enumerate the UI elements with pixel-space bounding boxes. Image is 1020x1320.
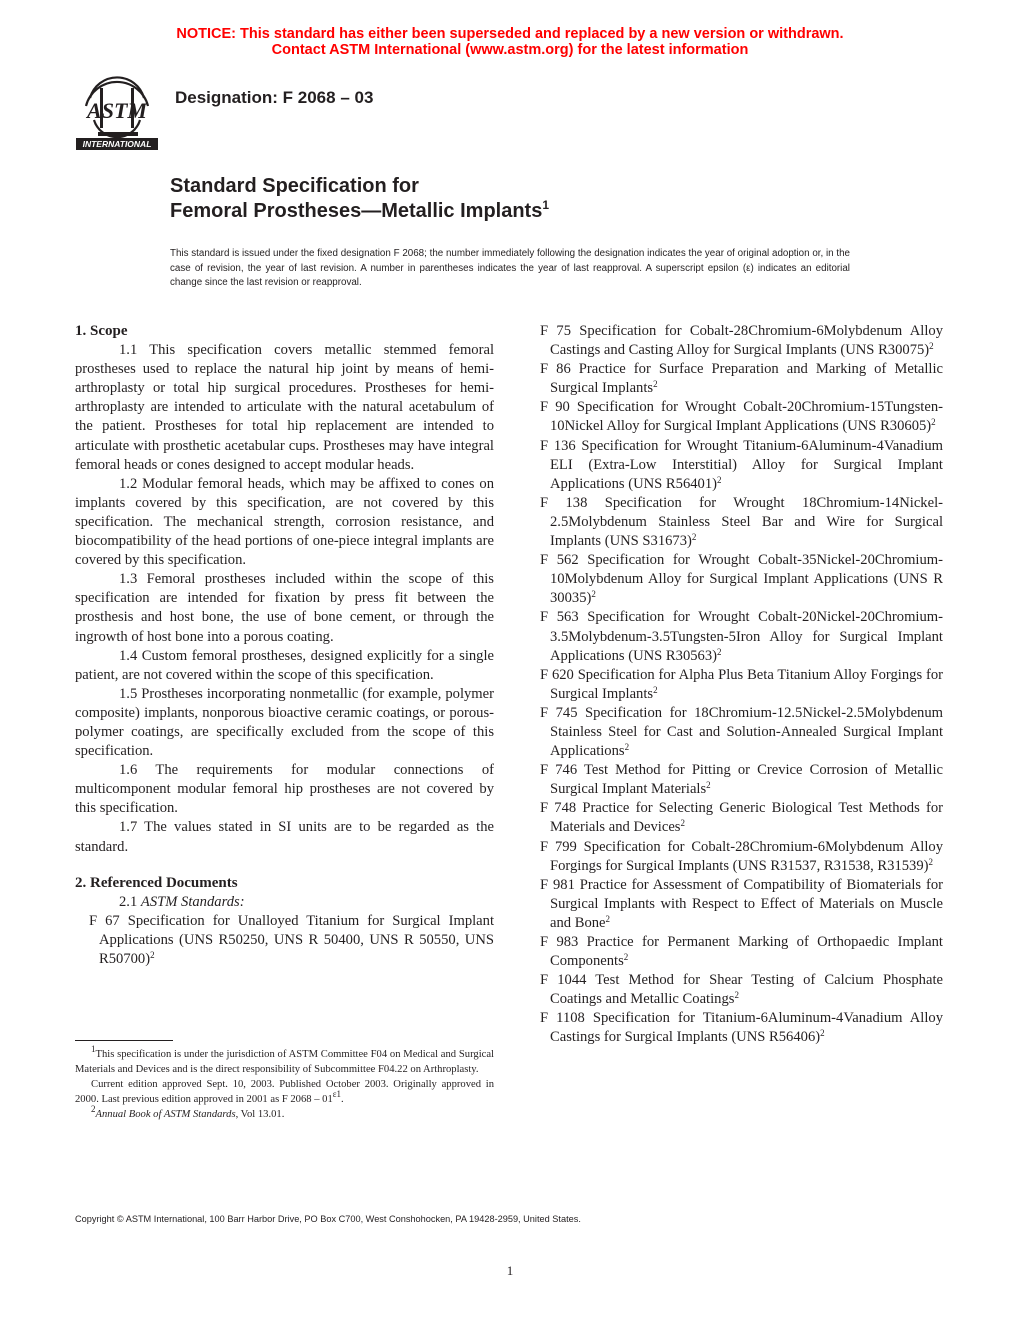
footnote-2-mark: 2	[91, 1104, 96, 1114]
footnote-1-edition	[75, 1077, 494, 1107]
reference-text: F 748 Practice for Selecting Generic Biological Test Methods for Materials and Devices	[540, 800, 943, 836]
reference-text: F 983 Practice for Permanent Marking of Orthopaedic Implant Components	[540, 934, 943, 970]
paragraph-1-1: 1.1 This specification covers metallic stemmed femoral prostheses used to replace the natural hip joint by means of hemi-arthroplasty or total hip surgical procedures. Prostheses for hemi-arthroplasty are intended to articulate with the natural acetabulum of the patient. Prostheses for total hip replacement are intended to articulate with prosthetic acetabular cups. Prostheses may have integral femoral heads or cones designed to accept modular heads.	[75, 342, 494, 473]
reference-text: F 1044 Test Method for Shear Testing of Calcium Phosphate Coatings and Metallic Coatings	[540, 972, 943, 1008]
footnote-divider	[75, 1040, 173, 1041]
reference-footnote-mark[interactable]: 2	[591, 589, 596, 600]
footnote-2	[75, 1104, 494, 1122]
reference-f90	[540, 398, 943, 436]
subsection-2-1-number: 2.1	[119, 893, 138, 910]
reference-text: F 745 Specification for 18Chromium-12.5Nickel-2.5Molybdenum Stainless Steel for Cast and Solution-Annealed Surgical Implant Applications	[540, 704, 943, 760]
reference-footnote-mark[interactable]: 2	[820, 1028, 825, 1039]
footnote-1-edition-end: .	[341, 1094, 344, 1105]
title-line-2	[170, 199, 549, 224]
reference-f620	[540, 666, 943, 704]
reference-footnote-mark[interactable]: 2	[691, 532, 697, 543]
notice-line-2: Contact ASTM International (www.astm.org) for the latest information	[271, 42, 749, 58]
reference-f748	[540, 799, 943, 837]
reference-f746	[540, 761, 943, 799]
reference-text: F 136 Specification for Wrought Titanium-6Aluminum-4Vanadium ELI (Extra-Low Interstitial) Alloy for Surgical Implant Applications (UNS R56401)	[540, 437, 943, 492]
paragraph-1-2: 1.2 Modular femoral heads, which may be affixed to cones on implants covered by this specification, are not covered by this specification. The mechanical strength, corrosion resistance, and biocompatibility of the head portions of one-piece integral implants are covered by this specification.	[75, 475, 494, 569]
paragraph-1-7: 1.7 The values stated in SI units are to be regarded as the standard.	[75, 819, 494, 855]
paragraph-1-6: 1.6 The requirements for modular connections of multicomponent modular femoral hip prostheses are not covered by this specification.	[75, 762, 494, 817]
reference-f75	[540, 322, 943, 360]
footnote-1-edition-text: Current edition approved Sept. 10, 2003. Published October 2003. Originally approved in 2000. Last previous edition approved in 2001 as F 2068 – 01	[75, 1079, 494, 1105]
reference-footnote-mark[interactable]: 2	[605, 913, 611, 924]
reference-f67	[89, 912, 494, 969]
astm-international-logo-icon	[74, 76, 160, 152]
reference-f799	[540, 838, 943, 876]
reference-text: F 1108 Specification for Titanium-6Aluminum-4Vanadium Alloy Castings for Surgical Implants (UNS R56406)	[540, 1010, 943, 1046]
footnote-1-mark: 1	[91, 1044, 96, 1054]
reference-f1044	[540, 971, 943, 1009]
logo-text: ASTM	[87, 98, 147, 123]
reference-footnote-mark[interactable]: 2	[680, 818, 685, 829]
reference-text: F 563 Specification for Wrought Cobalt-20Nickel-20Chromium-3.5Molybdenum-3.5Tungsten-5Iron Alloy for Surgical Implant Applications (UNS R30563)	[540, 609, 943, 664]
reference-f86	[540, 360, 943, 398]
reference-text: F 746 Test Method for Pitting or Crevice Corrosion of Metallic Surgical Implant Materials	[540, 762, 943, 798]
reference-footnote-mark[interactable]: 2	[623, 952, 629, 963]
paragraph-1-5: 1.5 Prostheses incorporating nonmetallic (for example, polymer composite) implants, nonporous bioactive ceramic coatings, or porous-polymer coatings, are specifically excluded from the scope of this specification.	[75, 685, 494, 760]
title-footnote-mark[interactable]: 1	[542, 198, 550, 212]
footnote-2-rest: , Vol 13.01.	[235, 1109, 285, 1120]
title-line-2-text: Femoral Prostheses—Metallic Implants	[170, 200, 543, 222]
reference-text: F 799 Specification for Cobalt-28Chromium-6Molybdenum Alloy Forgings for Surgical Implants (UNS R31537, R31538, R31539)	[540, 838, 943, 874]
reference-f562	[540, 551, 943, 608]
reference-footnote-mark[interactable]: 2	[653, 379, 658, 390]
reference-footnote-mark[interactable]: 2	[931, 417, 936, 428]
section-1-heading: 1. Scope	[75, 323, 128, 339]
logo-subtext: INTERNATIONAL	[82, 139, 152, 149]
reference-footnote-mark[interactable]: 2	[717, 646, 722, 657]
page-number: 1	[506, 1263, 514, 1278]
section-2-heading: 2. Referenced Documents	[75, 874, 238, 891]
reference-text: F 86 Practice for Surface Preparation and Marking of Metallic Surgical Implants	[540, 361, 943, 397]
reference-f1108	[540, 1009, 943, 1047]
reference-footnote-mark[interactable]: 2	[734, 990, 739, 1001]
reference-footnote-mark[interactable]: 2	[929, 341, 934, 352]
footnote-2-italic: Annual Book of ASTM Standards	[95, 1109, 236, 1120]
reference-f136	[540, 437, 943, 494]
designation: Designation: F 2068 – 03	[175, 88, 374, 107]
subsection-2-1	[75, 893, 494, 912]
reference-f138	[540, 494, 943, 551]
reference-text: F 90 Specification for Wrought Cobalt-20Chromium-15Tungsten-10Nickel Alloy for Surgical Implant Applications (UNS R30605)	[540, 399, 943, 435]
right-column	[540, 322, 943, 1048]
reference-text: F 981 Practice for Assessment of Compatibility of Biomaterials for Surgical Implants with Respect to Effect of Materials on Muscle and Bone	[540, 876, 943, 931]
reference-f983	[540, 933, 943, 971]
paragraph-1-4: 1.4 Custom femoral prostheses, designed explicitly for a single patient, are not covered within the scope of this specification.	[75, 647, 494, 683]
reference-text: F 562 Specification for Wrought Cobalt-35Nickel-20Chromium-10Molybdenum Alloy for Surgical Implant Applications (UNS R 30035)	[540, 552, 943, 607]
reference-footnote-mark[interactable]: 2	[150, 950, 155, 960]
title-line-1: Standard Specification for	[170, 175, 419, 197]
reference-text: F 75 Specification for Cobalt-28Chromium-6Molybdenum Alloy Castings and Casting Alloy for Surgical Implants (UNS R30075)	[540, 323, 943, 359]
left-column	[75, 322, 494, 969]
paragraph-1-3: 1.3 Femoral prostheses included within the scope of this specification are intended for fixation by press fit between the prosthesis and host bone, the use of bone cement, or through the ingrowth of host bone into a porous coating.	[75, 571, 494, 645]
footnote-1	[75, 1044, 494, 1077]
reference-footnote-mark[interactable]: 2	[928, 856, 933, 867]
reference-text: F 67 Specification for Unalloyed Titanium for Surgical Implant Applications (UNS R50250, UNS R 50400, UNS R 50550, UNS R50700)	[89, 912, 494, 967]
reference-f981	[540, 876, 943, 933]
subsection-2-1-title: ASTM Standards:	[140, 893, 245, 910]
reference-footnote-mark[interactable]: 2	[653, 684, 658, 695]
notice-line-1: NOTICE: This standard has either been superseded and replaced by a new version or withdrawn.	[176, 26, 844, 42]
reference-text: F 138 Specification for Wrought 18Chromium-14Nickel-2.5Molybdenum Stainless Steel Bar and Wire for Surgical Implants (UNS S31673)	[540, 494, 943, 550]
footnotes	[75, 1044, 494, 1122]
reference-footnote-mark[interactable]: 2	[706, 780, 711, 791]
footnote-1-text: This specification is under the jurisdiction of ASTM Committee F04 on Medical and Surgical Materials and Devices and is the direct responsibility of Subcommittee F04.22 on Arthroplasty.	[75, 1049, 494, 1075]
reference-footnote-mark[interactable]: 2	[717, 474, 722, 485]
reference-text: F 620 Specification for Alpha Plus Beta Titanium Alloy Forgings for Surgical Implants	[540, 666, 943, 702]
reference-footnote-mark[interactable]: 2	[624, 742, 630, 753]
preamble: This standard is issued under the fixed designation F 2068; the number immediately following the designation indicates the year of original adoption or, in the case of revision, the year of last revision. A number in parentheses indicates the year of last reapproval. A superscript epsilon (ε) indicates an editorial change since the last revision or reapproval.	[170, 248, 850, 288]
footnote-1-edition-sup: ε1	[332, 1089, 342, 1099]
document-title	[170, 174, 549, 224]
reference-f563	[540, 608, 943, 665]
copyright: Copyright © ASTM International, 100 Barr Harbor Drive, PO Box C700, West Conshohocken, PA 19428-2959, United States.	[75, 1214, 581, 1224]
reference-f745	[540, 704, 943, 761]
